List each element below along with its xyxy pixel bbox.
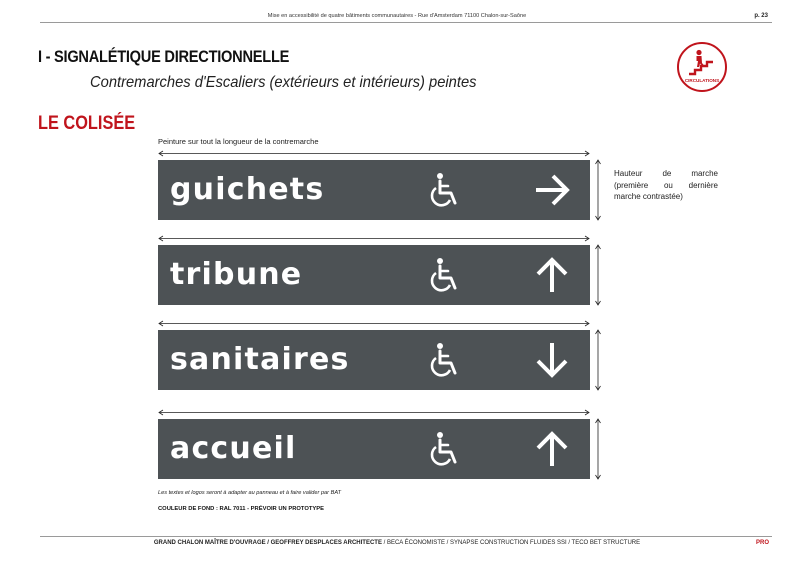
width-dimension-arrow: [158, 320, 590, 327]
height-dimension-arrow: [594, 329, 602, 391]
arrow-right-icon: [532, 172, 572, 208]
sign-label: sanitaires: [170, 342, 350, 377]
arrow-up-icon: [532, 431, 572, 467]
circulations-badge: [677, 42, 727, 92]
wheelchair-icon: [428, 257, 464, 293]
paint-note: Peinture sur tout la longueur de la contremarche: [158, 137, 319, 146]
sign-label: tribune: [170, 257, 303, 292]
stair-riser-sign-accueil: [158, 419, 590, 479]
height-dimension-arrow: [594, 159, 602, 221]
width-dimension-arrow: [158, 235, 590, 242]
wheelchair-icon: [428, 431, 464, 467]
width-dimension-arrow: [158, 150, 590, 157]
wheelchair-icon: [428, 172, 464, 208]
header-text: Mise en accessibilité de quatre bâtiments communautaires - Rue d'Amsterdam 71100 Chalon-sur-Saône: [267, 13, 527, 19]
stair-riser-sign-tribune: [158, 245, 590, 305]
header-divider: [40, 22, 772, 23]
footer-credits: [0, 540, 794, 546]
riser-height-note: Hauteur de marche (première ou dernière marche contrastée): [614, 169, 718, 201]
footer-credits-partners: / BECA ÉCONOMISTE / SYNAPSE CONSTRUCTION FLUIDES SSI / TECO BET STRUCTURE: [381, 540, 641, 546]
phase-tag: PRO: [755, 540, 769, 546]
section-title: I - SIGNALÉTIQUE DIRECTIONNELLE: [38, 47, 290, 66]
page-number: p. 23: [754, 13, 768, 19]
adaptation-footnote: Les textes et logos seront à adapter au panneau et à faire valider par BAT: [158, 490, 342, 496]
sign-label: guichets: [170, 172, 325, 207]
arrow-up-icon: [532, 257, 572, 293]
section-subtitle: Contremarches d'Escaliers (extérieurs et intérieurs) peintes: [90, 74, 477, 91]
height-dimension-arrow: [594, 418, 602, 480]
stair-riser-sign-guichets: [158, 160, 590, 220]
wheelchair-icon: [428, 342, 464, 378]
background-color-note: COULEUR DE FOND : RAL 7011 - PRÉVOIR UN PROTOTYPE: [158, 506, 324, 512]
sign-label: accueil: [170, 431, 297, 466]
height-dimension-arrow: [594, 244, 602, 306]
badge-label: CIRCULATIONS: [684, 78, 720, 83]
stairs-person-icon: [679, 44, 725, 90]
venue-title: LE COLISÉE: [38, 113, 136, 134]
footer-divider: [40, 536, 772, 537]
footer-credits-main: GRAND CHALON MAÎTRE D'OUVRAGE / GEOFFREY DESPLACES ARCHITECTE: [153, 540, 382, 546]
stair-riser-sign-sanitaires: [158, 330, 590, 390]
width-dimension-arrow: [158, 409, 590, 416]
arrow-down-icon: [532, 342, 572, 378]
